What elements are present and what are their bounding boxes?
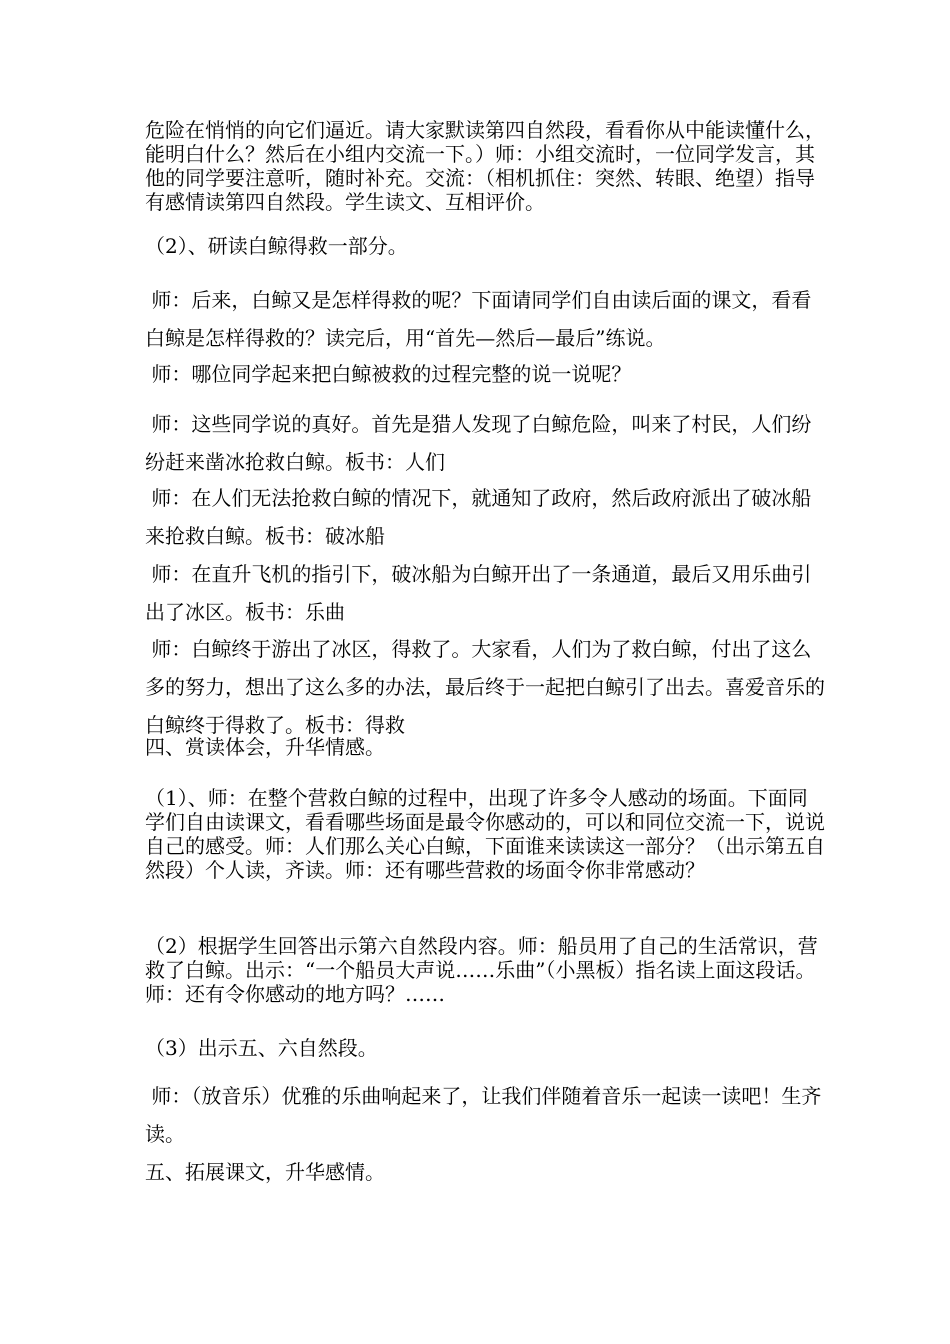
paragraph-5: 师：这些同学说的真好。首先是猎人发现了白鲸危险，叫来了村民，人们纷纷赶来凿冰抢救白鲸。板书：人们 — [145, 412, 812, 474]
paragraph-3: 师：后来，白鲸又是怎样得救的呢？下面请同学们自由读后面的课文，看看白鲸是怎样得救的？读完后，用“首先—然后—最后”练说。 — [145, 288, 812, 350]
paragraph-11: （2）根据学生回答出示第六自然段内容。师：船员用了自己的生活常识，营救了白鲸。出示：“一个船员大声说……乐曲”（小黑板）指名读上面这段话。师：还有令你感动的地方吗？…… — [145, 934, 818, 1006]
paragraph-1: 危险在悄悄的向它们逼近。请大家默读第四自然段，看看你从中能读懂什么，能明白什么？然后在小组内交流一下。）师：小组交流时，一位同学发言，其他的同学要注意听，随时补充。交流：（相机抓住：突然、转眼、绝望）指导有感情读第四自然段。学生读文、互相评价。 — [145, 118, 825, 214]
paragraph-8: 师：白鲸终于游出了冰区，得救了。大家看，人们为了救白鲸，付出了这么多的努力，想出了这么多的办法，最后终于一起把白鲸引了出去。喜爱音乐的白鲸终于得救了。板书：得救 — [145, 637, 825, 737]
section-heading-5: 五、拓展课文，升华感情。 — [145, 1160, 385, 1184]
section-heading-4: 四、赏读体会，升华情感。 — [145, 735, 385, 759]
paragraph-6: 师：在人们无法抢救白鲸的情况下，就通知了政府，然后政府派出了破冰船来抢救白鲸。板书：破冰船 — [145, 486, 812, 548]
paragraph-12: （3）出示五、六自然段。 — [145, 1036, 378, 1060]
section-heading-2: （2）、研读白鲸得救一部分。 — [145, 234, 408, 258]
paragraph-7: 师：在直升飞机的指引下，破冰船为白鲸开出了一条通道，最后又用乐曲引出了冰区。板书：乐曲 — [145, 562, 812, 624]
paragraph-13: 师：（放音乐）优雅的乐曲响起来了，让我们伴随着音乐一起读一读吧！生齐读。 — [145, 1084, 822, 1146]
paragraph-10: （1）、师：在整个营救白鲸的过程中，出现了许多令人感动的场面。下面同学们自由读课文，看看哪些场面是最令你感动的，可以和同位交流一下，说说自己的感受。师：人们那么关心白鲸，下面谁来读读这一部分？（出示第五自然段）个人读，齐读。师：还有哪些营救的场面令你非常感动？ — [145, 786, 825, 882]
paragraph-4: 师：哪位同学起来把白鲸被救的过程完整的说一说呢？ — [145, 362, 632, 386]
